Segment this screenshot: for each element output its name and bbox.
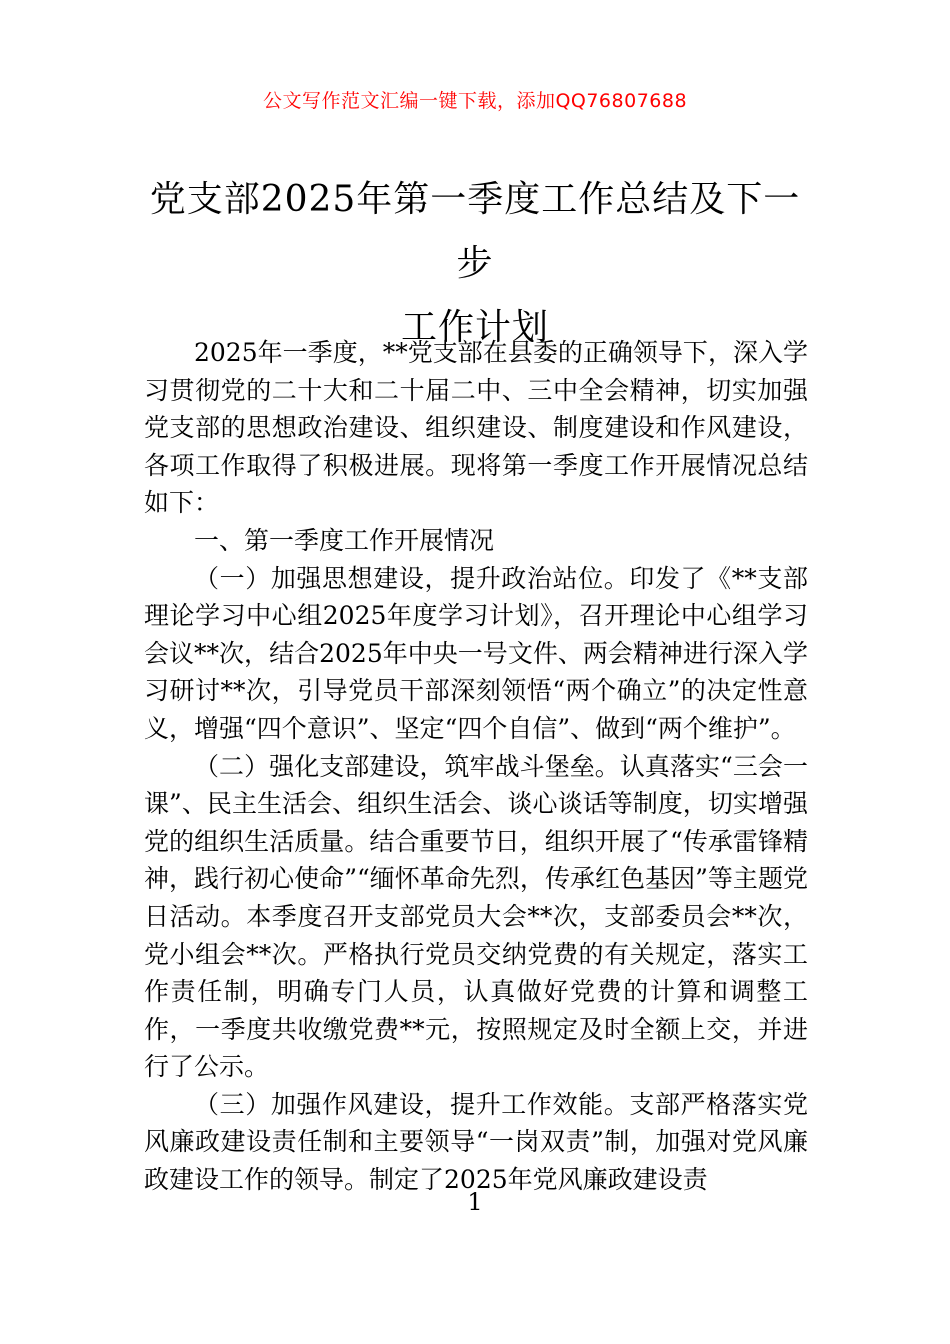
download-banner: 公文写作范文汇编一键下载，添加QQ76807688 <box>262 90 688 112</box>
title-line-1: 党支部2025年第一季度工作总结及下一步 <box>149 179 801 284</box>
paragraph-item-3: （三）加强作风建设，提升工作效能。支部严格落实党风廉政建设责任制和主要领导“一岗双责”制，加强对党风廉政建设工作的领导。制定了2025年党风廉政建设责 <box>144 1089 808 1195</box>
paragraph-item-2: （二）强化支部建设，筑牢战斗堡垒。认真落实“三会一课”、民主生活会、组织生活会、谈心谈话等制度，切实增强党的组织生活质量。结合重要节日，组织开展了“传承雷锋精神，践行初心使命”“缅怀革命先烈，传承红色基因”等主题党日活动。本季度召开支部党员大会**次，支部委员会**次，党小组会**次。严格执行党员交纳党费的有关规定，落实工作责任制，明确专门人员，认真做好党费的计算和调整工作，一季度共收缴党费**元，按照规定及时全额上交，并进行了公示。 <box>144 751 808 1082</box>
intro-paragraph: 2025年一季度，**党支部在县委的正确领导下，深入学习贯彻党的二十大和二十届二中、三中全会精神，切实加强党支部的思想政治建设、组织建设、制度建设和作风建设，各项工作取得了积极进展。现将第一季度工作开展情况总结如下： <box>144 338 808 518</box>
section-heading: 一、第一季度工作开展情况 <box>194 525 495 555</box>
paragraph-item-1: （一）加强思想建设，提升政治站位。印发了《**支部理论学习中心组2025年度学习计划》，召开理论中心组学习会议**次，结合2025年中央一号文件、两会精神进行深入学习研讨**次，引导党员干部深刻领悟“两个确立”的决定性意义，增强“四个意识”、坚定“四个自信”、做到“两个维护”。 <box>144 563 808 743</box>
page-number: 1 <box>467 1188 483 1216</box>
title-line-2: 工作计划 <box>400 307 549 348</box>
document-body <box>144 334 808 1199</box>
document-title <box>140 168 810 360</box>
